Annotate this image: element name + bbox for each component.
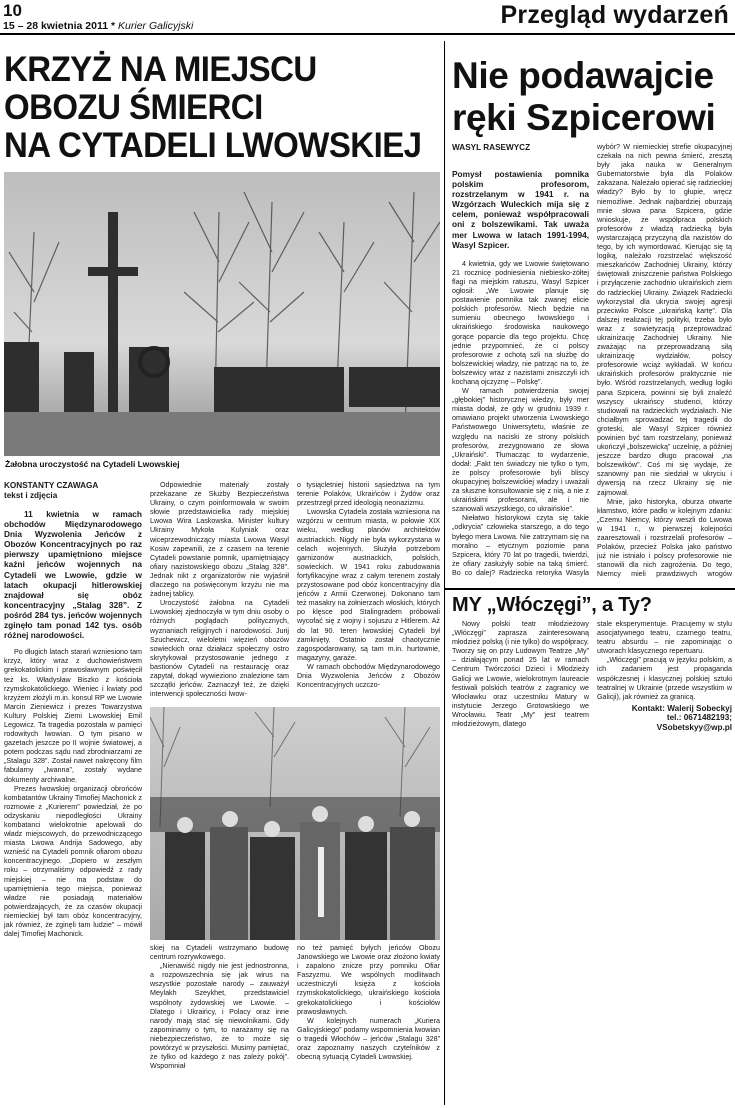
header-rule: [0, 33, 735, 35]
article2-paragraph: W ramach potwierdzenia swojej „głębokiej” historycznej wiedzy, były mer miasta dodał, że gdy w grudniu 1939 r. omawiano projekt utworzenia Lwowskiego Państwowego Uniwersytetu, właśnie ze względu na naciski ze strony polskich profesorów, zrezygnowano ze słowa „Ukraiński”. Tłumacząc to wydarzenie, dodał: „Fakt ten świadczy nie tylko o tym, że polscy profesorowie byli bliscy okupacyjnej bolszewickiej władzy i uważali za słuszne konsultowanie się z nią, a nie z ukraińskimi profesorami, ale i nie szanowali wszystkiego, co ukraińskie”.: [452, 387, 589, 514]
article3-paragraph: stale eksperymentuje. Pracujemy w stylu asocjatywnego teatru, czarnego teatru, teatru absurdu – nie zapominając o utworach klasycznego repertuaru.: [597, 620, 732, 656]
article1-byline-sub: tekst i zdjęcia: [4, 491, 58, 500]
article1-paragraph: Po długich latach starań wzniesiono tam krzyż, który wraz z duchowieństwem grekokatolickim i prawosławnym poświęcił też ks. Władysław Biszko z kościoła rzymskokatolickiego. Wieniec i kwiaty pod krzyżem złożyli m.in. konsul RP we Lwowie Marcin Zieniewicz i prezes Towarzystwa Kultury Polskiej Ziemi Lwowskiej Emil Legowicz. Ta tragedia pozostała w pamięci rodowitych lwowian. O tym pisano w gazetach jeszcze po II wojnie światowej, a potem podczas sądu nad zbrodniarzami ze „Stalagu 328”. Został nawet nakręcony film fabularny „Iwanna”, zostały wydane dokumenty archiwalne.: [4, 648, 142, 784]
article2-headline-line: Nie podawajcie: [452, 55, 714, 96]
article3-column-2: [597, 620, 732, 1106]
article2-column-2: [597, 143, 732, 578]
article3-headline: MY „Włóczęgi”, a Ty?: [452, 594, 652, 616]
article2-headline: [452, 55, 734, 139]
article1-paragraph: Odpowiednie materiały zostały przekazane ze Służby Bezpieczeństwa Ukrainy, o czym poinformowała w swoim słowie przedstawicielka rady miejskiej Lwowa Wira Laskowska. Minister kultury Ukrainy Mykoła Kulyniak oraz wiceprzewodniczący miasta Lwowa Wasyl Kosiw zapewnili, że z czasem na terenie Cytadeli powstanie pomnik, upamiętniający ofiary nazistowskiego obozu „Stalag 328”. Jednak nikt z organizatorów nie wyjaśnił dlaczego na poświęconym krzyżu nie ma żadnej tablicy.: [150, 481, 289, 599]
ceremony-photo-image: [4, 172, 440, 456]
contact-phone: tel.: 0671482193;: [666, 713, 732, 723]
article1-bottom-column-2: [150, 944, 289, 1106]
article1-bottom-column-3: [297, 944, 440, 1106]
contact-name: Kontakt: Walerij Sobeckyj: [631, 703, 732, 713]
article1-paragraph: „Nienawiść nigdy nie jest jednostronna, a rozpowszechnia się jak wirus na wszystkie pozostałe narody – zauważył Meylakh Szeykhet, przedstawiciel wspólnoty żydowskiej we Lwowie. – Dlatego i Ukraińcy, i Polacy oraz inne narody mają stać się niewolnikami. Gdy zapominamy o tym, to narażamy się na niebezpieczeństwo, że to może się powtórzyć w przyszłości. Musimy pamiętać, że tylko od każdego z nas zależy pokój”. Wspomniał: [150, 962, 289, 1071]
issue-date-line: [3, 20, 193, 32]
article1-paragraph: Prezes lwowskiej organizacji obrońców kombatantów Ukrainy Timofiej Machonick z rozmowie z „Kurierem” powiedział, że po odzyskaniu niepodległości Ukrainy kombatanci wielokrotnie apelowali do władz miejscowych, do przewodniczącego miasta Lwowa Andrija Sadowego, aby wznieść na Cytadeli pomnik ofiarom obozu koncentracyjnego. „Dopiero w zeszłym roku – otrzymaliśmy odpowiedź z rady miejskiej – nie ma podstaw do upamiętnienia tego miejsca, ponieważ władze nie posiadają materiałów potwierdzających, że za czasów okupacji niemieckiej był tam obóz koncentracyjny, jak również, że zginęli tam ludzie” – mówił dalej Timofiej Machonick.: [4, 784, 142, 939]
article1-paragraph: no też pamięć byłych jeńców Obozu Janowskiego we Lwowie oraz złożono kwiaty i zapalono znicze przy pomniku Ofiar Faszyzmu. We wspólnych modlitwach uczestniczyli księża z kościoła rzymskokatolickiego, ukraińskiego kościoła grekokatolickiego i kościołów prawosławnych.: [297, 944, 440, 1016]
article3-paragraph: Nowy polski teatr młodzieżowy „Włóczęgi” zaprasza zainteresowaną młodzież polską (i nie tylko) do współpracy. Tworzy się on przy Ludowym Teatrze „My” – działającym ponad 25 lat w ramach Centrum Twórczości Dzieci i Młodzieży Galicji we Lwowie, wielokrotnym laureacie festiwali polskich teatrów z zagranicy we Włocławku oraz uczestniku Matury w instytucie Jerzego Grotowskiego we Wrocławiu. Teatr „My” jest teatrem młodzieżowym, dlatego: [452, 620, 589, 729]
article1-column-1: [4, 481, 142, 1106]
publication-name: Kurier Galicyjski: [118, 20, 194, 32]
article1-paragraph: Lwowska Cytadela została wzniesiona na wzgórzu w centrum miasta, w połowie XIX wieku, według planów architektów austriackich. Nigdy nie była wykorzystana w celach wojennych. Służyła potrzebom garnizonów austriackich, polskich, sowieckich. W 1941 roku zabudowania fortyfikacyjne wraz z całym terenem zostały przystosowane pod obóz koncentracyjny dla jeńców z Armii Czerwonej. Dokonano tam też masakry na żołnierzach włoskich, których po klęsce pod Stalingradem próbowali wycofać się z wojny i sojuszu z Hitlerem. Aż do lat 90. teren lwowskiej Cytadeli był zamknięty. Ostatnio został chaotycznie zagospodarowany, są tam m.in. hurtownie, magazyny, garaże.: [297, 508, 440, 662]
article1-headline-line: NA CYTADELI LWOWSKIEJ: [4, 125, 422, 165]
issue-date: 15 – 28 kwietnia 2011: [3, 20, 109, 32]
article2-paragraph: 4 kwietnia, gdy we Lwowie świętowano 21 rocznicę podniesienia niebiesko-żółtej flagi na miejskim ratuszu, Wasyl Szpicer ogłosił: „We Lwowie planuje się postawienie pomnika tak zwanej elicie polskich profesorów. Niech będzie na sumieniu obecnego lwowskiego i ukraińskiego środowiska naukowego gorące poparcie dla tego projektu. Chcę jednie przypomnieć, że ci polscy profesorowie z ochotą szli na służbę do bolszewickiej władzy, nie patrząc na to, że bolszewicy wraz z nazistami zniszczyli ich kochaną ojczyznę – Polskę”.: [452, 259, 589, 386]
article2-column-1: [452, 143, 589, 578]
article2-paragraph: Mnie, jako historyka, oburza otwarte kłamstwo, które padło w kolejnym zdaniu: „Czemu Niemcy, którzy weszli do Lwowa w 1941 r., w pierwszej kolejności zaaresztowali i rozstrzelali profesorów – Polaków, przecież Polska jako państwo już nie istniało i polscy profesorowie nie stanowili dla nich zagrożenia. Do tego, Niemcy mieli prawdziwych wrogów: [597, 497, 732, 578]
article2-lead: Pomysł postawienia pomnika polskim profesorom, rozstrzelanym w 1941 r. na Wzgórzach Wuleckich mija się z celem, ponieważ współpracowali oni z bolszewikami. Tak uważa mer Lwowa w latach 1991-1994, Wasyl Szpicer.: [452, 169, 589, 250]
article3-top-rule: [444, 588, 735, 590]
page-number: 10: [3, 1, 22, 20]
article1-paragraph: skiej na Cytadeli wstrzymano budowę centrum rozrywkowego.: [150, 944, 289, 962]
article2-byline: WASYL RASEWYCZ: [452, 143, 531, 152]
article1-paragraph: W ramach obchodów Międzynarodowego Dnia Wyzwolenia Jeńców z Obozów Koncentracyjnych uczczo-: [297, 662, 440, 690]
photo1-caption: Żałobna uroczystość na Cytadeli Lwowskiej: [5, 459, 180, 469]
article1-headline-line: OBOZU ŚMIERCI: [4, 87, 263, 127]
article1-paragraph: Uroczystość żałobna na Cytadeli Lwowskiej zjednoczyła w tym dniu osoby o różnych poglądach politycznych, wyznaniach religijnych i narodowości. Jurij Szuchewicz, wieloletni więzień obozów sowieckich oraz działacz społeczny ostro skrytykował przystosowanie jednego z bastionów Cytadeli na restaurację oraz zapytał, dokąd wywieziono znalezione tam szczątki jeńców. Zaznaczył też, że dzięki interwencji społeczności lwow-: [150, 599, 289, 699]
column-divider: [444, 41, 445, 1105]
article1-headline: [4, 49, 422, 165]
contact-email: VSobetskyy@wp.pl: [656, 723, 732, 733]
article1-column-3: [297, 481, 440, 703]
article2-headline-line: ręki Szpicerowi: [452, 97, 716, 138]
article2-paragraph: Niełatwo historykowi czyta się takie „odkrycia” człowieka starszego, a do tego byłego mera Lwowa. Nie zatrzymam się na moralno – etycznym poziomie pana Szpicera, który 70 lat po tragedii, twierdzi, że ofiary zasłużyły sobie na taką śmierć. Bo co dalej? Radziecka retoryka Wasyla: [452, 514, 589, 577]
article1-headline-line: KRZYŻ NA MIEJSCU: [4, 49, 317, 89]
section-title: Przegląd wydarzeń: [500, 1, 729, 29]
article3-paragraph: „Włóczęgi” pracują w języku polskim, a ich zadaniem jest propaganda współczesnej i klasycznej polskiej sztuki teatralnej w Ukrainie (przede wszystkim w Galicji), jak również za granicą.: [597, 656, 732, 701]
article1-paragraph: W kolejnych numerach „Kuriera Galicyjskiego” podamy wspomnienia lwowian o tragedii Włochów – jeńców „Stalagu 328” oraz zapoznamy naszych czytelników z obecną sytuacją Cytadeli Lwowskiej.: [297, 1016, 440, 1062]
article2-paragraph: wybór? W niemieckiej strefie okupacyjnej czekała na nich pewna śmierć, zresztą były jaka nauka w Generalnym Gubernatorstwie była dla Polaków zakazana. Należało opierać się radzieckiej władzy? Było by to głupie, wręcz niemożliwe. Jednak najbardziej oburzają mnie słowa pana Szpicera, gdzie wnioskuje, że współpraca polskich profesorów z władzą radziecką była wystarczającą przyczyną dla nazistów do tego, by ich wymordować. Kierując się tą logiką, należało rozstrzelać większość mieszkańców Zachodniej Ukrainy, którzy świętowali zniszczenie państwa Polskiego i przyłączenie zachodnio ukraińskich ziem do radzieckiej Ukrainy. Związek Radziecki wykorzystał dla ukrycia swojej agresji przeciwko Polsce „ukraińską kartę”. Dla dalszej realizacji tej polityki, trzeba było wraz z sowietyzacją przeprowadzać ukrainizację Zachodniej Ukrainy. Nie zważając na przeprowadzaną siłą ukrainizację wydziałów, polscy profesorowie wciąż wykładali. W końcu ukraińskich profesorów praktycznie nie było. Wśród rozstrzelanych, według logiki pana Szpicera, powinni się byli znaleźć wszyscy ukraińscy studenci, którzy studiowali na radzieckich wydziałach. Nie chciałbym sprowadzać tej tragedii do groteski, ale Wasyl Szpicer również powinien być tam rozstrzelany, ponieważ ukończył „bolszewicką” uczelnię, a później jeszcze bardzo długo pracował „na bolszewików”. Coś mi się wydaje, że szanowny pan nie siedział w ukryciu i dywersją na rzecz Ukrainy się nie zajmował.: [597, 143, 732, 497]
article1-paragraph: o tysiącletniej historii sąsiedztwa na tym terenie Polaków, Ukraińców i Żydów oraz przestrzegł przed ideologią neonazizmu.: [297, 481, 440, 508]
clergy-prayer-photo-image: [150, 707, 440, 940]
article3-contact: [597, 704, 732, 733]
ceremony-photo: [4, 172, 440, 456]
article1-byline: KONSTANTY CZAWAGA: [4, 481, 99, 490]
article1-column-2: [150, 481, 289, 703]
header-separator: *: [111, 20, 116, 32]
article3-column-1: [452, 620, 589, 1106]
article1-lead: 11 kwietnia w ramach obchodów Międzynarodowego Dnia Wyzwolenia Jeńców z Obozów Koncentracyjnych po raz pierwszy upamiętniono miejsce kaźni jeńców wojennych na Cytadeli we Lwowie, gdzie w latach okupacji hitlerowskiej znajdował się obóz koncentracyjny „Stalag 328”. Z pośród 284 tys. jeńców wojennych zginęło tam ponad 142 tys. osób różnej narodowości.: [4, 509, 142, 641]
clergy-prayer-photo: [150, 707, 440, 940]
